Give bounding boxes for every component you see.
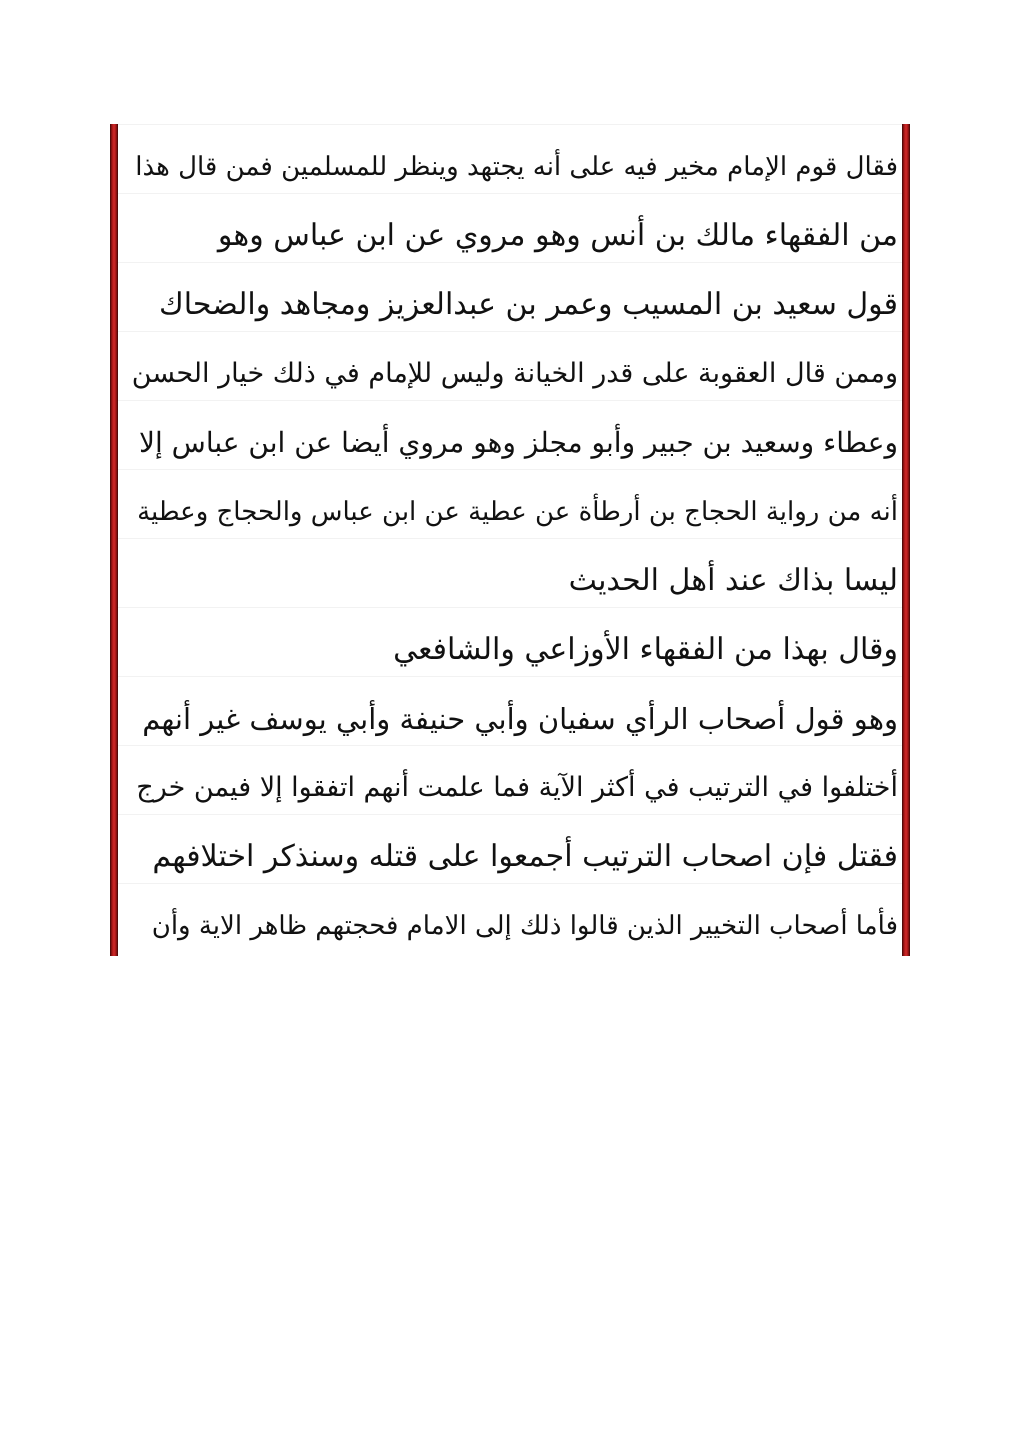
- text-line: [118, 883, 902, 952]
- text-line: [118, 193, 902, 262]
- text-line: [118, 745, 902, 814]
- page-frame-left-border: [110, 124, 118, 956]
- text-line: [118, 124, 902, 193]
- text-line: [118, 262, 902, 331]
- line-text: وممن قال العقوبة على قدر الخيانة وليس للإمام في ذلك خيار الحسن: [131, 358, 898, 389]
- text-line: [118, 331, 902, 400]
- line-text: فقتل فإن اصحاب الترتيب أجمعوا على قتله وسنذكر اختلافهم: [152, 839, 898, 874]
- line-text: وعطاء وسعيد بن جبير وأبو مجلز وهو مروي أيضا عن ابن عباس إلا: [139, 426, 898, 459]
- page-frame-right-border: [902, 124, 910, 956]
- text-line: [118, 814, 902, 883]
- line-text: أختلفوا في الترتيب في أكثر الآية فما علمت أنهم اتفقوا إلا فيمن خرج: [136, 772, 898, 803]
- line-text: من الفقهاء مالك بن أنس وهو مروي عن ابن عباس وهو: [217, 218, 898, 253]
- text-line: [118, 400, 902, 469]
- line-text: فقال قوم الإمام مخير فيه على أنه يجتهد وينظر للمسلمين فمن قال هذا: [135, 152, 898, 182]
- text-line: [118, 607, 902, 676]
- line-text: فأما أصحاب التخيير الذين قالوا ذلك إلى الامام فحجتهم ظاهر الاية وأن: [151, 911, 898, 941]
- line-text: وهو قول أصحاب الرأي سفيان وأبي حنيفة وأبي يوسف غير أنهم: [142, 702, 898, 736]
- line-text: ليسا بذاك عند أهل الحديث: [568, 563, 898, 598]
- line-text: وقال بهذا من الفقهاء الأوزاعي والشافعي: [393, 632, 898, 667]
- text-line: [118, 538, 902, 607]
- text-body: [118, 124, 902, 956]
- text-line: [118, 469, 902, 538]
- line-text: أنه من رواية الحجاج بن أرطأة عن عطية عن ابن عباس والحجاج وعطية: [137, 497, 898, 527]
- line-text: قول سعيد بن المسيب وعمر بن عبدالعزيز ومجاهد والضحاك: [158, 287, 898, 322]
- text-line: [118, 676, 902, 745]
